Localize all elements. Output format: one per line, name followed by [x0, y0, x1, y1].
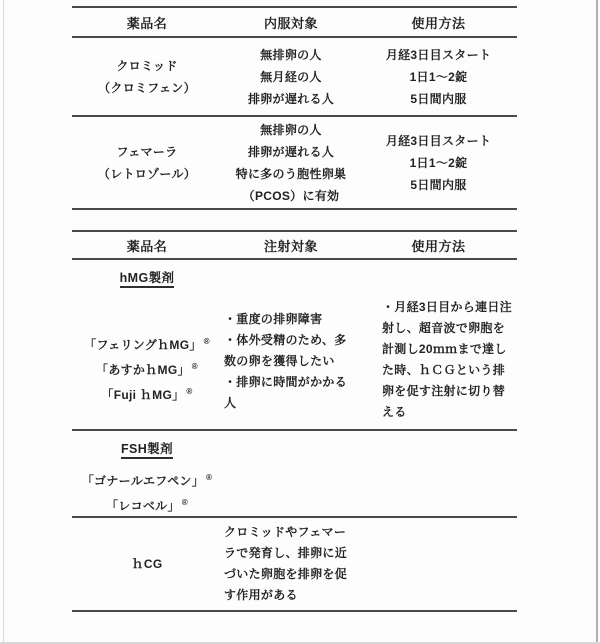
text-line: 1日1～2錠: [409, 155, 468, 170]
registered-mark: ®: [191, 362, 198, 371]
injection-medications-table: [72, 230, 517, 612]
text-line: クロミッドやフェマー: [224, 525, 347, 539]
text-line: づいた卵胞を排卵を促: [224, 567, 348, 581]
section-hmg: [72, 260, 517, 431]
text-line: クロミッド: [116, 58, 178, 73]
drug-name: 「あすかｈMG」: [96, 363, 190, 377]
table2-header-row: [72, 230, 517, 260]
text-line: 人: [224, 396, 237, 410]
table1-header-drug-name: 薬品名: [126, 15, 168, 31]
registered-mark: ®: [206, 473, 213, 482]
table1-header-usage: 使用方法: [411, 15, 466, 31]
text-line: ラで発育し、排卵に近: [224, 546, 348, 560]
oral-target-cell: [222, 38, 360, 115]
drug-name-cell: [72, 518, 222, 610]
scan-edge-left: [3, 0, 4, 644]
text-line: （PCOS）に有効: [242, 188, 340, 203]
section-fsh: [72, 431, 517, 518]
text-line: 卵を促す注射に切り替: [382, 384, 506, 398]
text-line: [72, 331, 222, 356]
registered-mark: ®: [186, 387, 193, 396]
text-line: 排卵が遅れる人: [247, 144, 335, 159]
table1-header-row: [72, 6, 517, 38]
table2-header-usage: 使用方法: [411, 238, 466, 254]
table2-header-drug-name: 薬品名: [126, 238, 168, 254]
registered-mark: ®: [181, 498, 188, 507]
text-line: 数の卵を獲得したい: [224, 354, 335, 368]
text-line: 排卵が遅れる人: [247, 91, 335, 106]
text-line: 1日1～2錠: [409, 69, 468, 84]
group-heading-hmg: [72, 268, 222, 286]
text-line: 無排卵の人: [260, 122, 322, 137]
table-row-clomid: [72, 38, 517, 117]
injection-target-cell: [222, 260, 360, 429]
usage-cell-empty: [360, 431, 517, 517]
oral-medications-table: [72, 6, 517, 210]
text-line: [72, 356, 222, 381]
table-row-femara: [72, 117, 517, 210]
registered-mark: ®: [203, 337, 210, 346]
drug-name: 「ゴナールエフペン」: [81, 474, 205, 488]
underlined-heading: hMG製剤: [120, 271, 175, 288]
text-line: ・重度の排卵障害: [224, 312, 323, 326]
text-line: （レトロゾール）: [97, 166, 197, 181]
text-line: [72, 467, 222, 492]
text-line: フェマーラ: [116, 144, 178, 159]
table2-header-injection-target: 注射対象: [263, 238, 318, 254]
text-line: す作用がある: [224, 588, 298, 602]
text-line: 特に多のう胞性卵巣: [235, 166, 347, 181]
usage-cell: [360, 117, 517, 208]
text-line: 5日間内服: [410, 177, 467, 192]
drug-name-cell: [72, 38, 222, 115]
text-line: （クロミフェン）: [98, 80, 196, 95]
text-line: 無月経の人: [260, 69, 322, 84]
table1-header-oral-target: 内服対象: [263, 15, 318, 31]
text-line: ・体外受精のため、多: [224, 333, 347, 347]
text-line: 計測し20ｍｍまで達し: [382, 342, 507, 356]
text-line: ・月経3日目から連日注: [382, 300, 512, 314]
text-line: ｈCG: [131, 557, 163, 571]
drug-name: 「レコベル」: [105, 499, 180, 513]
text-line: [72, 492, 222, 517]
group-heading-fsh: [72, 439, 222, 457]
usage-cell: [360, 260, 517, 429]
drug-name: 「フェリングｈMG」: [84, 338, 202, 352]
usage-cell-empty: [360, 518, 517, 610]
usage-cell: [360, 38, 517, 115]
injection-target-cell: [222, 518, 360, 610]
text-line: 射し、超音波で卵胞を: [382, 321, 506, 335]
text-line: [72, 381, 222, 406]
text-line: 無排卵の人: [260, 47, 322, 62]
injection-target-cell-empty: [222, 431, 360, 517]
text-line: える: [382, 405, 407, 419]
table-row-hcg: [72, 518, 517, 612]
text-line: ・排卵に時間がかかる: [224, 375, 348, 389]
oral-target-cell: [222, 117, 360, 208]
text-line: 月経3日目スタート: [385, 47, 492, 62]
text-line: 5日間内服: [410, 91, 467, 106]
text-line: た時、ｈＣＧという排: [382, 363, 506, 377]
drug-name: 「Fuji ｈMG」: [101, 388, 185, 402]
scan-edge-right: [596, 0, 598, 644]
underlined-heading: FSH製剤: [121, 442, 173, 459]
text-line: 月経3日目スタート: [385, 133, 492, 148]
drug-name-cell: [72, 117, 222, 208]
